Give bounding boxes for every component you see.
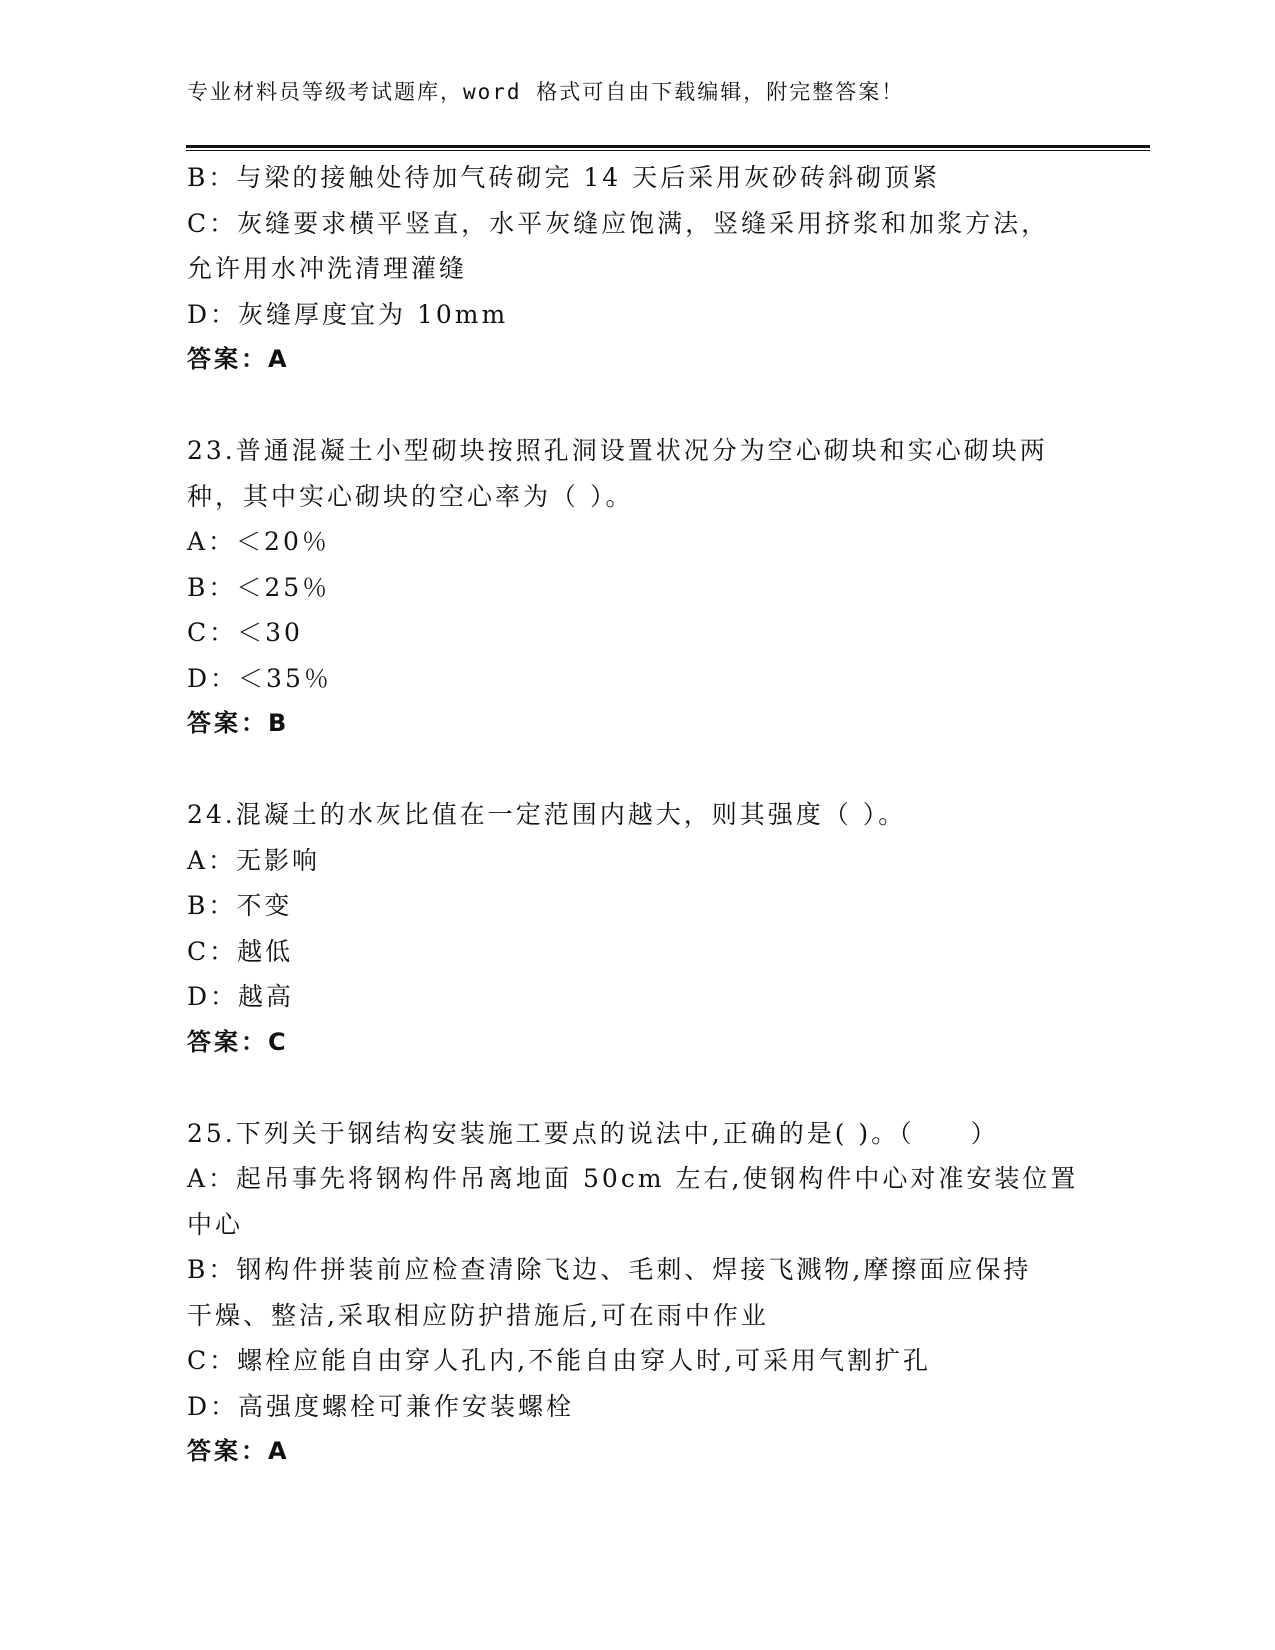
option-b-continued: 干燥、整洁,采取相应防护措施后,可在雨中作业 [187,1300,769,1330]
spacer [187,1065,1087,1111]
option-a: A：无影响 [187,845,321,875]
spacer [187,747,1087,793]
question-23-stem-continued: 种，其中实心砌块的空心率为（ ）。 [187,481,634,511]
option-c-continued: 允许用水冲洗清理灌缝 [187,254,468,283]
option-c: C：螺栓应能自由穿人孔内,不能自由穿人时,可采用气割扩孔 [187,1346,932,1375]
question-25-stem: 25.下列关于钢结构安装施工要点的说法中,正确的是( )。（ ） [187,1118,999,1148]
option-d: D：灰缝厚度宜为 10mm [187,299,509,329]
option-c: C：灰缝要求横平竖直，水平灰缝应饱满，竖缝采用挤浆和加浆方法， [187,208,1050,238]
option-d: D：＜35％ [187,663,332,693]
option-b: B：不变 [187,891,293,920]
answer-line: 答案：B [187,709,290,737]
option-c: C：越低 [187,936,294,966]
header-rule-thick [186,145,1150,148]
answer-line: 答案：A [187,1437,290,1465]
option-a-continued: 中心 [187,1209,244,1239]
option-a: A：＜20％ [187,527,330,556]
option-c: C：＜30 [187,618,303,647]
answer-line: 答案：A [187,345,290,373]
spacer [187,383,1087,429]
option-d: D：高强度螺栓可兼作安装螺栓 [187,1391,575,1421]
question-23-stem: 23.普通混凝土小型砌块按照孔洞设置状况分为空心砌块和实心砌块两 [187,436,1048,465]
page-header: 专业材料员等级考试题库，word 格式可自由下载编辑，附完整答案！ [187,80,905,104]
option-a: A：起吊事先将钢构件吊离地面 50cm 左右,使钢构件中心对准安装位置 [187,1164,1079,1193]
header-rule-thin [186,150,1150,151]
option-d: D：越高 [187,982,295,1011]
option-b: B：＜25％ [187,572,331,602]
option-b: B：钢构件拼装前应检查清除飞边、毛刺、焊接飞溅物,摩擦面应保持 [187,1255,1032,1284]
option-b: B：与梁的接触处待加气砖砌完 14 天后采用灰砂砖斜砌顶紧 [187,163,941,192]
question-content [187,155,1087,1475]
question-24-stem: 24.混凝土的水灰比值在一定范围内越大，则其强度（ ）。 [187,800,907,829]
answer-line: 答案：C [187,1027,289,1056]
